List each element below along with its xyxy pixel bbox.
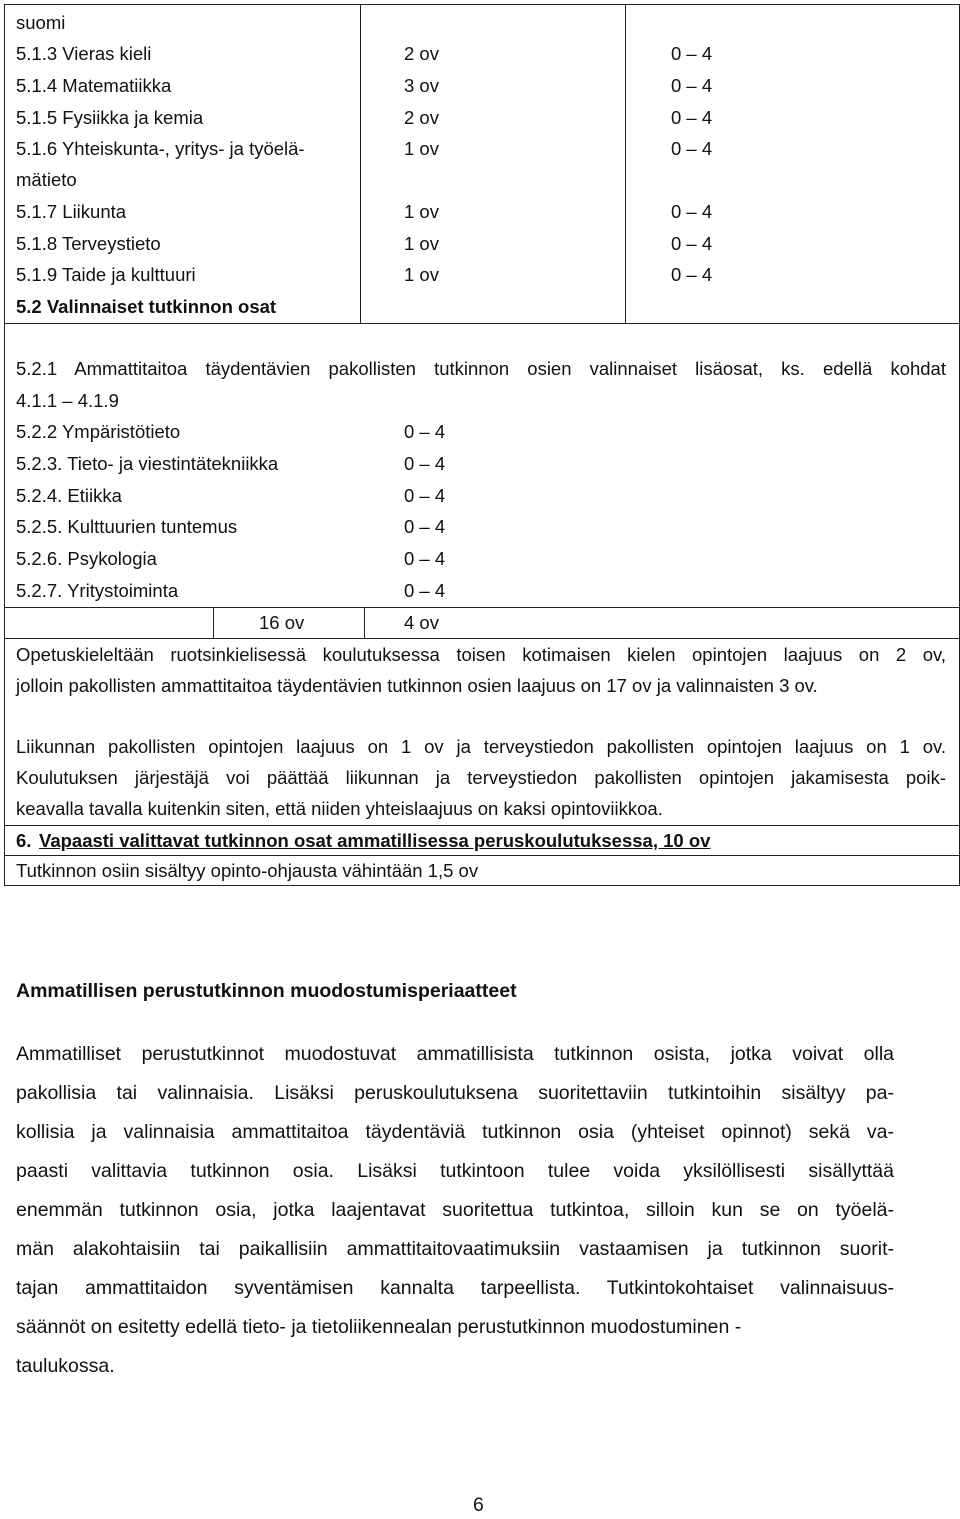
elective-label: 5.2.7. Yritystoiminta [16,580,179,601]
elective-range: 0 – 4 [404,421,446,442]
row-ov: 1 ov [404,233,439,254]
row-ov: 2 ov [404,43,439,64]
elective-range: 0 – 4 [404,485,446,506]
row-ov: 3 ov [404,75,439,96]
note-swedish-line: Opetuskieleltään ruotsinkielisessä koulutuksessa toisen kotimaisen kielen opintojen laajuus on 2 ov, [16,644,946,665]
principles-heading: Ammatillisen perustutkinnon muodostumisperiaatteet [16,980,517,1002]
total-range: 4 ov [404,612,439,633]
section-6-note: Tutkinnon osiin sisältyy opinto-ohjausta vähintään 1,5 ov [16,860,479,881]
total-col-divider-1 [213,607,214,638]
section-6-number: 6. [16,830,32,851]
table-row-divider-52 [4,323,960,324]
row-label: suomi [16,12,66,33]
row-range: 0 – 4 [671,264,713,285]
row-range: 0 – 4 [671,43,713,64]
table-border-left [4,4,5,886]
row-range: 0 – 4 [671,138,713,159]
note-swedish-line: jolloin pakollisten ammattitaitoa täydentävien tutkinnon osien laajuus on 17 ov ja valinnaisten 3 ov. [16,675,818,696]
row-ov: 1 ov [404,138,439,159]
row-label: 5.1.8 Terveystieto [16,233,161,254]
page-number: 6 [473,1494,484,1516]
elective-range: 0 – 4 [404,453,446,474]
principles-line: män alakohtaisiin tai paikallisiin ammattitaitovaatimuksiin vastaamisen ja tutkinnon suorit- [16,1238,894,1260]
total-row-top [4,607,960,608]
row-range: 0 – 4 [671,75,713,96]
elective-label: 5.2.4. Etiikka [16,485,122,506]
row-range: 0 – 4 [671,233,713,254]
principles-line: Ammatilliset perustutkinnot muodostuvat ammatillisista tutkinnon osista, jotka voivat olla [16,1043,894,1065]
total-ov: 16 ov [259,612,305,633]
table-border-top [4,4,960,5]
elective-label: 5.2.2 Ympäristötieto [16,421,181,442]
note-pe-line: Liikunnan pakollisten opintojen laajuus on 1 ov ja terveystiedon pakollisten opintojen laajuus on 1 ov. [16,736,946,757]
principles-line: taulukossa. [16,1355,115,1377]
row-label: 5.1.4 Matematiikka [16,75,172,96]
principles-line: säännöt on esitetty edellä tieto- ja tietoliikennealan perustutkinnon muodostuminen - [16,1316,742,1338]
row-label: 5.1.3 Vieras kieli [16,43,152,64]
total-col-divider-2 [364,607,365,638]
elective-range: 0 – 4 [404,548,446,569]
section6-divider-mid [4,855,960,856]
elective-range: 0 – 4 [404,580,446,601]
elective-label: 5.2.5. Kulttuurien tuntemus [16,516,238,537]
row-label: 5.1.9 Taide ja kulttuuri [16,264,196,285]
note-pe-line: keavalla tavalla kuitenkin siten, että niiden yhteislaajuus on kaksi opintoviikkoa. [16,798,663,819]
principles-line: enemmän tutkinnon osia, jotka laajentavat suoritettua tutkintoa, silloin kun se on työelä- [16,1199,894,1221]
row-ov: 1 ov [404,201,439,222]
row-label: 5.1.6 Yhteiskunta-, yritys- ja työelä- [16,138,305,159]
principles-line: paasti valittavia tutkinnon osia. Lisäksi tutkintoon tulee voida yksilöllisesti sisällyttää [16,1160,894,1182]
row-label: 5.1.7 Liikunta [16,201,127,222]
elective-label: 5.2.6. Psykologia [16,548,157,569]
row-label: mätieto [16,169,77,190]
section-521-line: 5.2.1 Ammattitaitoa täydentävien pakollisten tutkinnon osien valinnaiset lisäosat, ks. edellä kohdat [16,358,946,379]
row-range: 0 – 4 [671,107,713,128]
table-border-bottom [4,885,960,886]
elective-label: 5.2.3. Tieto- ja viestintätekniikka [16,453,279,474]
principles-line: kollisia ja valinnaisia ammattitaitoa täydentäviä tutkinnon osia (yhteiset opinnot) sekä va- [16,1121,894,1143]
table-col-divider-2 [625,4,626,324]
section-52-heading: 5.2 Valinnaiset tutkinnon osat [16,296,277,317]
row-label: 5.1.5 Fysiikka ja kemia [16,107,204,128]
section-521-line: 4.1.1 – 4.1.9 [16,390,119,411]
note-pe-line: Koulutuksen järjestäjä voi päättää liikunnan ja terveystiedon pakollisten opintojen jakamisesta poik- [16,767,946,788]
section-6-heading: Vapaasti valittavat tutkinnon osat ammatillisessa peruskoulutuksessa, 10 ov [39,830,711,851]
principles-line: pakollisia tai valinnaisia. Lisäksi peruskoulutuksena suoritettaviin tutkintoihin sisältyy pa- [16,1082,894,1104]
row-ov: 1 ov [404,264,439,285]
section6-divider-top [4,825,960,826]
total-row-bottom [4,638,960,639]
row-ov: 2 ov [404,107,439,128]
principles-line: tajan ammattitaidon syventämisen kannalta tarpeellista. Tutkintokohtaiset valinnaisuus- [16,1277,894,1299]
elective-range: 0 – 4 [404,516,446,537]
row-range: 0 – 4 [671,201,713,222]
table-col-divider-1 [360,4,361,324]
